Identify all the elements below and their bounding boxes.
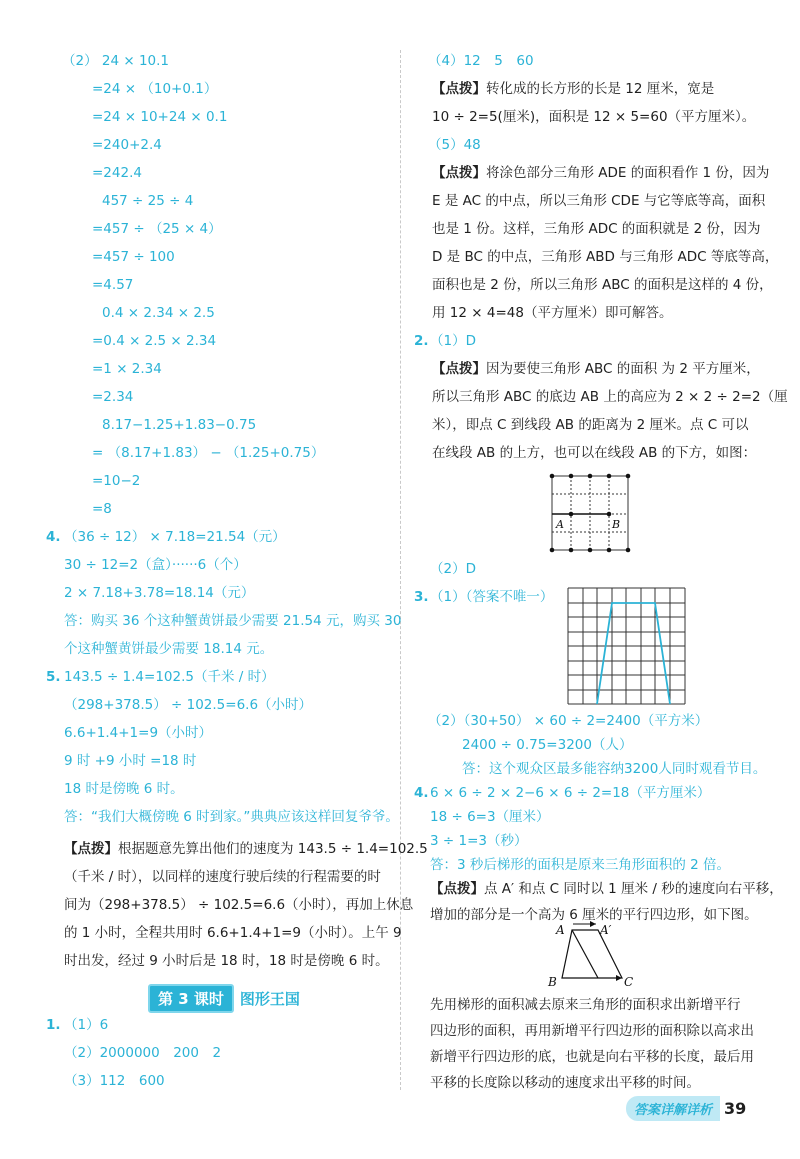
- question-number: 5.: [46, 669, 61, 685]
- answer-line: 143.5 ÷ 1.4=102.5（千米 / 时）: [64, 669, 275, 685]
- tip-label: 【点拨】: [430, 881, 484, 897]
- calc-line: =4.57: [92, 277, 134, 293]
- answer-line: 18 ÷ 6=3（厘米）: [430, 809, 550, 825]
- answer-line: （4）12 5 60: [428, 53, 534, 69]
- tip-line: 平移的长度除以移动的速度求出平移的时间。: [430, 1075, 700, 1091]
- answer-line: （2）（30+50） × 60 ÷ 2=2400（平方米）: [428, 713, 709, 729]
- fig-label-a-prime: A′: [600, 923, 612, 937]
- question-number: 1.: [46, 1017, 61, 1033]
- tip-line: 也是 1 份。这样，三角形 ADC 的面积就是 2 份，因为: [432, 221, 761, 237]
- calc-line: =0.4 × 2.5 × 2.34: [92, 333, 217, 349]
- tip-line: 10 ÷ 2=5(厘米)，面积是 12 × 5=60（平方厘米）。: [432, 109, 756, 125]
- calc-line: 0.4 × 2.34 × 2.5: [102, 305, 215, 321]
- page-footer: [626, 1095, 746, 1121]
- answer-line: 2400 ÷ 0.75=3200（人）: [462, 737, 633, 753]
- lesson-number: 第 3 课时: [148, 984, 234, 1013]
- calc-line: =1 × 2.34: [92, 361, 162, 377]
- tip-line: 的 1 小时，全程共用时 6.6+1.4+1=9（小时）。上午 9: [64, 925, 402, 941]
- tip-line: 增加的部分是一个高为 6 厘米的平行四边形，如下图。: [430, 907, 758, 923]
- fig-label-b: B: [548, 975, 557, 989]
- lesson-title: 图形王国: [239, 989, 300, 1008]
- tip-line: 先用梯形的面积减去原来三角形的面积求出新增平行: [430, 997, 741, 1013]
- page-number: 39: [724, 1098, 747, 1118]
- answer-line: （5）48: [428, 137, 481, 153]
- grid-label-a: A: [556, 518, 564, 531]
- answer-line: （36 ÷ 12） × 7.18=21.54（元）: [64, 529, 286, 545]
- answer-line: 答：3 秒后梯形的面积是原来三角形面积的 2 倍。: [430, 857, 731, 873]
- calc-line: =242.4: [92, 165, 142, 181]
- tip-line: 米），即点 C 到线段 AB 的距离为 2 厘米。点 C 可以: [432, 417, 749, 433]
- fig-label-a: A: [556, 923, 565, 937]
- tip-line: 【点拨】因为要使三角形 ABC 的面积 为 2 平方厘米，: [432, 361, 760, 377]
- dot-grid-figure: [545, 472, 635, 554]
- answer-line: 个这种蟹黄饼最少需要 18.14 元。: [64, 641, 274, 657]
- calc-line: =8: [92, 501, 112, 517]
- tip-label: 【点拨】: [432, 165, 486, 181]
- calc-line: = （8.17+1.83） − （1.25+0.75）: [92, 445, 325, 461]
- trapezoid-grid-figure: [566, 586, 688, 708]
- tip-line: 所以三角形 ABC 的底边 AB 上的高应为 2 × 2 ÷ 2=2（厘: [432, 389, 788, 405]
- parallelogram-figure: [538, 918, 658, 992]
- calc-line: 457 ÷ 25 ÷ 4: [102, 193, 194, 209]
- answer-line: 18 时是傍晚 6 时。: [64, 781, 184, 797]
- tip-label: 【点拨】: [64, 841, 118, 857]
- calc-line: 8.17−1.25+1.83−0.75: [102, 417, 257, 433]
- answer-line: 30 ÷ 12=2（盒）······6（个）: [64, 557, 247, 573]
- tip-line: 时出发，经过 9 小时后是 18 时，18 时是傍晚 6 时。: [64, 953, 389, 969]
- tip-line: 【点拨】转化成的长方形的长是 12 厘米，宽是: [432, 81, 715, 97]
- answer-line: 9 时 +9 小时 =18 时: [64, 753, 197, 769]
- answer-line: 答：购买 36 个这种蟹黄饼最少需要 21.54 元，购买 30: [64, 613, 402, 629]
- answer-line: （1）（答案不唯一）: [430, 589, 554, 605]
- fig-label-c: C: [624, 975, 634, 989]
- answer-line: 3 ÷ 1=3（秒）: [430, 833, 528, 849]
- tip-line: D 是 BC 的中点，三角形 ABD 与三角形 ADC 等底等高，: [432, 249, 779, 265]
- answer-line: （1）D: [430, 333, 476, 349]
- tip-line: 四边形的面积，再用新增平行四边形的面积除以高求出: [430, 1023, 754, 1039]
- calc-line: =10−2: [92, 473, 141, 489]
- calc-line: =457 ÷ 100: [92, 249, 175, 265]
- calc-line: =24 × （10+0.1）: [92, 81, 218, 97]
- tip-line: 间为（298+378.5） ÷ 102.5=6.6（小时），再加上休息: [64, 897, 414, 913]
- answer-line: （3）112 600: [64, 1073, 165, 1089]
- tip-line: 【点拨】将涂色部分三角形 ADE 的面积看作 1 份，因为: [432, 165, 770, 181]
- question-number: 2.: [414, 333, 429, 349]
- tip-line: 【点拨】根据题意先算出他们的速度为 143.5 ÷ 1.4=102.5: [64, 841, 428, 857]
- tip-line: 新增平行四边形的底，也就是向右平移的长度，最后用: [430, 1049, 754, 1065]
- tip-line: （千米 / 时），以同样的速度行驶后续的行程需要的时: [64, 869, 381, 885]
- calc-line: =240+2.4: [92, 137, 162, 153]
- question-number: 4.: [414, 785, 429, 801]
- answer-line: 6.6+1.4+1=9（小时）: [64, 725, 213, 741]
- tip-line: 用 12 × 4=48（平方厘米）即可解答。: [432, 305, 673, 321]
- answer-line: （2）2000000 200 2: [64, 1045, 222, 1061]
- answer-line: （1）6: [64, 1017, 109, 1033]
- answer-line: （2）D: [430, 561, 476, 577]
- tip-label: 【点拨】: [432, 81, 486, 97]
- lesson-heading: [148, 985, 300, 1011]
- answer-line: 答：“我们大概傍晚 6 时到家。”典典应该这样回复爷爷。: [64, 809, 399, 825]
- grid-label-b: B: [612, 518, 621, 531]
- tip-line: 面积也是 2 份，所以三角形 ABC 的面积是这样的 4 份，: [432, 277, 773, 293]
- calc-line: =457 ÷ （25 × 4）: [92, 221, 222, 237]
- question-number: 3.: [414, 589, 429, 605]
- answer-line: 6 × 6 ÷ 2 × 2−6 × 6 ÷ 2=18（平方厘米）: [430, 785, 711, 801]
- footer-label: 答案详解详析: [626, 1096, 720, 1121]
- answer-line: 答：这个观众区最多能容纳3200人同时观看节目。: [462, 761, 767, 777]
- calc-line: =2.34: [92, 389, 134, 405]
- tip-line: 【点拨】点 A′ 和点 C 同时以 1 厘米 / 秒的速度向右平移，: [430, 881, 783, 897]
- tip-line: 在线段 AB 的上方，也可以在线段 AB 的下方，如图：: [432, 445, 757, 461]
- question-number: 4.: [46, 529, 61, 545]
- calc-line: （2） 24 × 10.1: [62, 53, 170, 69]
- calc-line: =24 × 10+24 × 0.1: [92, 109, 228, 125]
- answer-line: （298+378.5） ÷ 102.5=6.6（小时）: [64, 697, 313, 713]
- tip-label: 【点拨】: [432, 361, 486, 377]
- tip-line: E 是 AC 的中点，所以三角形 CDE 与它等底等高，面积: [432, 193, 766, 209]
- answer-line: 2 × 7.18+3.78=18.14（元）: [64, 585, 255, 601]
